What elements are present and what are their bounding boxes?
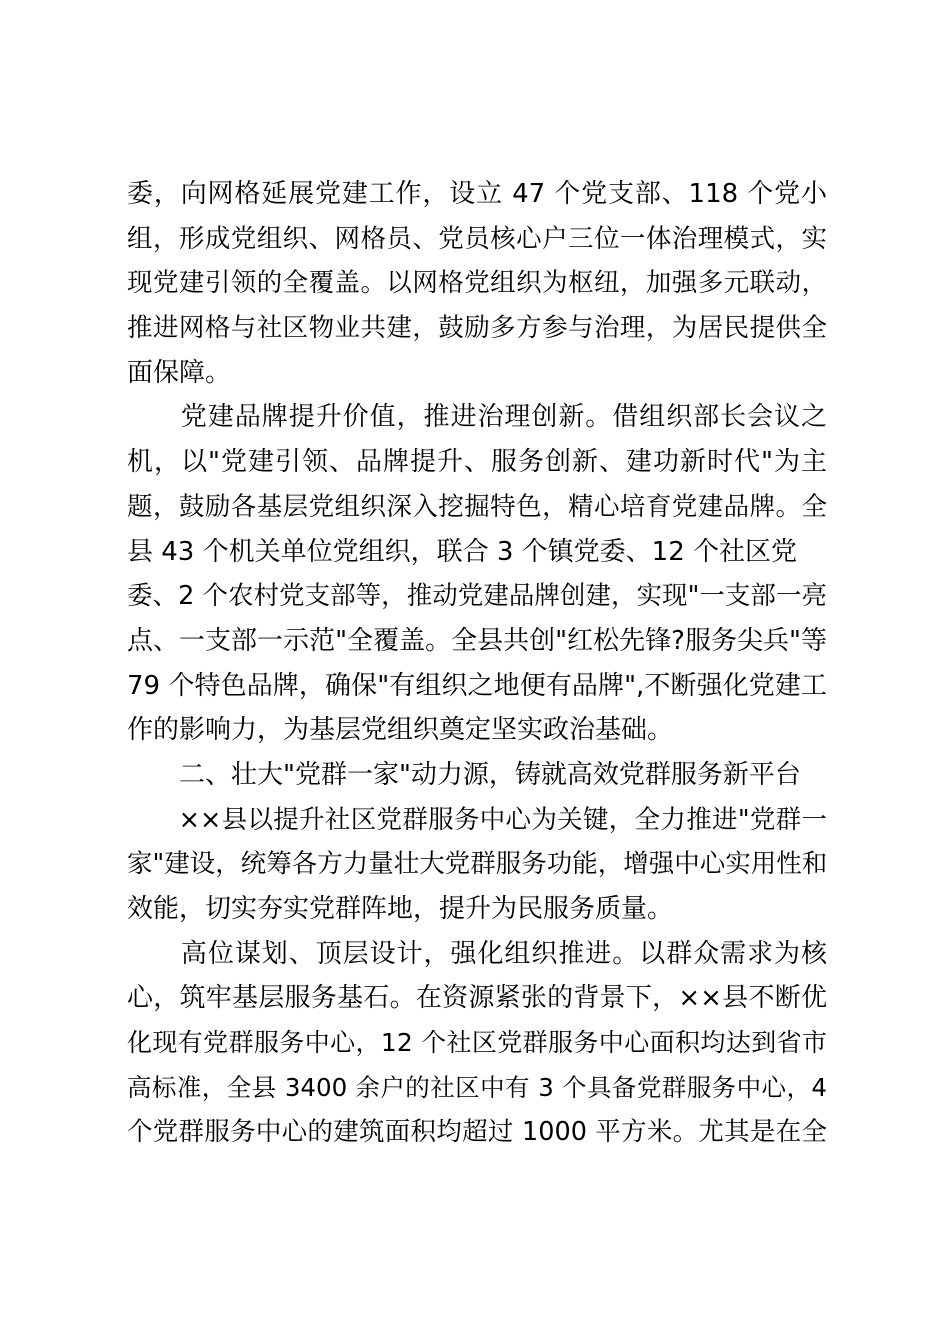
- text-line: 现党建引领的全覆盖。以网格党组织为枢纽，加强多元联动，: [127, 268, 827, 299]
- text-line: 委、2 个农村党支部等，推动党建品牌创建，实现"一支部一亮: [127, 581, 827, 612]
- text-line: 高位谋划、顶层设计，强化组织推进。以群众需求为核: [127, 938, 827, 969]
- text-line: 高标准，全县 3400 余户的社区中有 3 个具备党群服务中心，4: [127, 1072, 827, 1102]
- text-line: 委，向网格延展党建工作，设立 47 个党支部、118 个党小: [127, 179, 827, 209]
- text-line: 家"建设，统筹各方力量壮大党群服务功能，增强中心实用性和: [127, 849, 828, 880]
- text-line: 二、壮大"党群一家"动力源，铸就高效党群服务新平台: [127, 759, 801, 790]
- text-line: 作的影响力，为基层党组织奠定坚实政治基础。: [127, 715, 674, 746]
- text-line: 面保障。: [127, 357, 232, 388]
- text-line: 县 43 个机关单位党组织，联合 3 个镇党委、12 个社区党: [127, 536, 798, 567]
- text-line: 心，筑牢基层服务基石。在资源紧张的背景下，××县不断优: [127, 983, 827, 1014]
- text-line: ××县以提升社区党群服务中心为关键，全力推进"党群一: [127, 804, 827, 835]
- text-line: 党建品牌提升价值，推进治理创新。借组织部长会议之: [127, 402, 827, 433]
- text-line: 个党群服务中心的建筑面积均超过 1000 平方米。尤其是在全: [127, 1117, 827, 1148]
- text-line: 推进网格与社区物业共建，鼓励多方参与治理，为居民提供全: [127, 313, 827, 344]
- text-line: 机，以"党建引领、品牌提升、服务创新、建功新时代"为主: [127, 447, 827, 478]
- text-line: 点、一支部一示范"全覆盖。全县共创"红松先锋?服务尖兵"等: [127, 625, 827, 656]
- text-line: 化现有党群服务中心，12 个社区党群服务中心面积均达到省市: [127, 1028, 827, 1058]
- text-line: 组，形成党组织、网格员、党员核心户三位一体治理模式，实: [127, 223, 827, 254]
- text-line: 题，鼓励各基层党组织深入挖掘特色，精心培育党建品牌。全: [127, 491, 827, 522]
- text-line: 效能，切实夯实党群阵地，提升为民服务质量。: [127, 894, 674, 924]
- document-body: [127, 172, 827, 1155]
- text-line: 79 个特色品牌，确保"有组织之地便有品牌",不断强化党建工: [127, 670, 827, 701]
